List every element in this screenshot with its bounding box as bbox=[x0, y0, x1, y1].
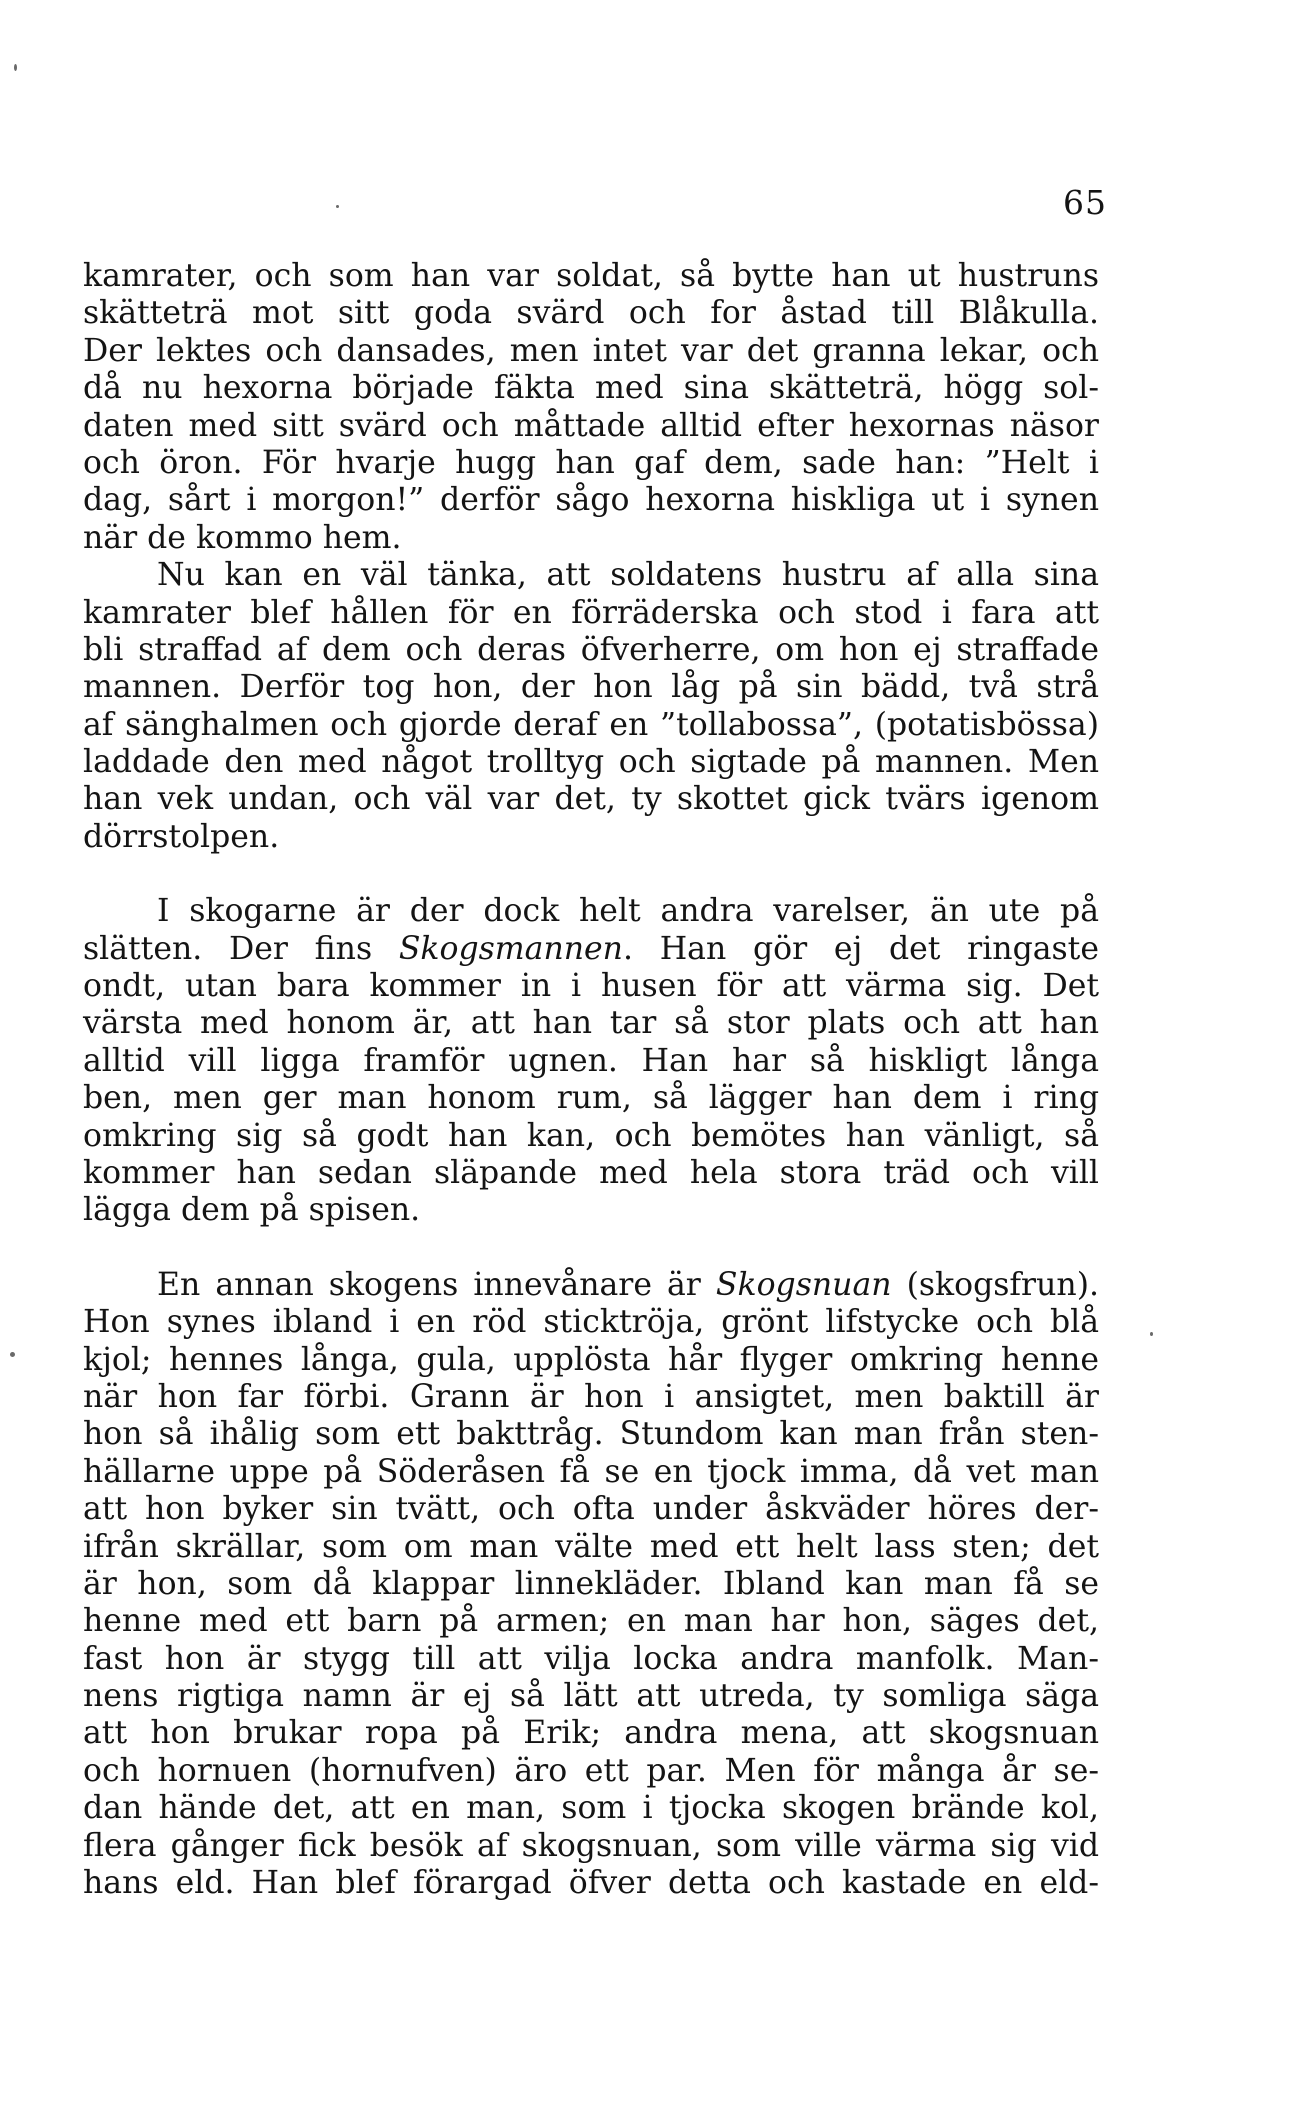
text-line: kamrater, och som han var soldat, så bytte han ut hustruns bbox=[83, 258, 1099, 294]
text-line: ondt, utan bara kommer in i husen för att värma sig. Det bbox=[83, 968, 1099, 1005]
text-segment: En annan skogens innevånare är bbox=[157, 1266, 716, 1303]
text-line: hällarne uppe på Söderåsen få se en tjock imma, då vet man bbox=[83, 1453, 1099, 1490]
text-line: och hornuen (hornufven) äro ett par. Men för många år se- bbox=[83, 1752, 1099, 1789]
paragraph-3 bbox=[83, 893, 1099, 1230]
text-line: skätteträ mot sitt goda svärd och for åstad till Blåkulla. bbox=[83, 295, 1099, 332]
text-line: kamrater blef hållen för en förräderska och stod i fara att bbox=[83, 594, 1099, 631]
text-line: värsta med honom är, att han tar så stor plats och att han bbox=[83, 1005, 1099, 1042]
text-line: då nu hexorna började fäkta med sina skätteträ, högg sol- bbox=[83, 370, 1099, 407]
text-line: är hon, som då klappar linnekläder. Ibland kan man få se bbox=[83, 1565, 1099, 1602]
text-line bbox=[83, 1267, 1099, 1304]
text-line: kjol; hennes långa, gula, upplösta hår flyger omkring henne bbox=[83, 1341, 1099, 1378]
text-line: ifrån skrällar, som om man välte med ett helt lass sten; det bbox=[83, 1528, 1099, 1565]
text-line: mannen. Derför tog hon, der hon låg på sin bädd, två strå bbox=[83, 669, 1099, 706]
paragraph-4 bbox=[83, 1267, 1099, 1903]
text-line: när de kommo hem. bbox=[83, 519, 402, 556]
scan-speck bbox=[14, 64, 17, 71]
text-line: ben, men ger man honom rum, så lägger han dem i ring bbox=[83, 1080, 1099, 1117]
italic-name: Skogsnuan bbox=[715, 1266, 892, 1303]
text-line: hans eld. Han blef förargad öfver detta och kastade en eld- bbox=[83, 1865, 1099, 1902]
text-segment: . Han gör ej det ringaste bbox=[622, 930, 1099, 967]
text-line: dag, sårt i morgon!” derför sågo hexorna hiskliga ut i synen bbox=[83, 482, 1099, 519]
paragraph-2 bbox=[83, 557, 1099, 856]
text-line: alltid vill ligga framför ugnen. Han har så hiskligt långa bbox=[83, 1042, 1099, 1079]
text-line: flera gånger fick besök af skogsnuan, som ville värma sig vid bbox=[83, 1827, 1099, 1864]
text-segment: slätten. Der fins bbox=[83, 930, 399, 967]
text-line: nens rigtiga namn är ej så lätt att utreda, ty somliga säga bbox=[83, 1678, 1099, 1715]
scan-speck bbox=[336, 205, 339, 208]
text-line: Hon synes ibland i en röd sticktröja, grönt lifstycke och blå bbox=[83, 1304, 1099, 1341]
text-line: och öron. För hvarje hugg han gaf dem, sade han: ”Helt i bbox=[83, 444, 1099, 481]
paragraph-1 bbox=[83, 258, 1099, 557]
text-line: Nu kan en väl tänka, att soldatens hustru af alla sina bbox=[157, 557, 1099, 594]
text-line: kommer han sedan släpande med hela stora träd och vill bbox=[83, 1154, 1099, 1191]
text-line: af sänghalmen och gjorde deraf en ”tollabossa”, (potatisbössa) bbox=[83, 706, 1099, 743]
text-line bbox=[83, 931, 1099, 968]
text-line: bli straffad af dem och deras öfverherre, om hon ej straffade bbox=[83, 631, 1099, 668]
text-line: daten med sitt svärd och måttade alltid efter hexornas näsor bbox=[83, 407, 1099, 444]
text-line: laddade den med något trolltyg och sigtade på mannen. Men bbox=[83, 744, 1099, 781]
text-line: Der lektes och dansades, men intet var det granna lekar, och bbox=[83, 332, 1099, 369]
text-line: när hon far förbi. Grann är hon i ansigtet, men baktill är bbox=[83, 1378, 1099, 1415]
text-line: han vek undan, och väl var det, ty skottet gick tvärs igenom bbox=[83, 781, 1099, 818]
text-line: omkring sig så godt han kan, och bemötes han vänligt, så bbox=[83, 1117, 1099, 1154]
text-line: henne med ett barn på armen; en man har hon, säges det, bbox=[83, 1603, 1099, 1640]
text-line: dörrstolpen. bbox=[83, 818, 280, 855]
text-line: I skogarne är der dock helt andra varelser, än ute på bbox=[157, 893, 1099, 930]
text-line: att hon brukar ropa på Erik; andra mena, att skogsnuan bbox=[83, 1715, 1099, 1752]
scan-speck bbox=[1150, 1332, 1153, 1336]
text-line: lägga dem på spisen. bbox=[83, 1192, 421, 1229]
text-line: hon så ihålig som ett bakttråg. Stundom kan man från sten- bbox=[83, 1416, 1099, 1453]
text-line: dan hände det, att en man, som i tjocka skogen brände kol, bbox=[83, 1790, 1099, 1827]
text-line: fast hon är stygg till att vilja locka andra manfolk. Man- bbox=[83, 1640, 1099, 1677]
page-number: 65 bbox=[1063, 183, 1107, 222]
scan-speck bbox=[10, 1352, 15, 1357]
text-segment: (skogsfrun). bbox=[891, 1266, 1099, 1303]
italic-name: Skogsmannen bbox=[398, 930, 623, 967]
body-text bbox=[83, 258, 1099, 1902]
text-line: att hon byker sin tvätt, och ofta under åskväder höres der- bbox=[83, 1491, 1099, 1528]
